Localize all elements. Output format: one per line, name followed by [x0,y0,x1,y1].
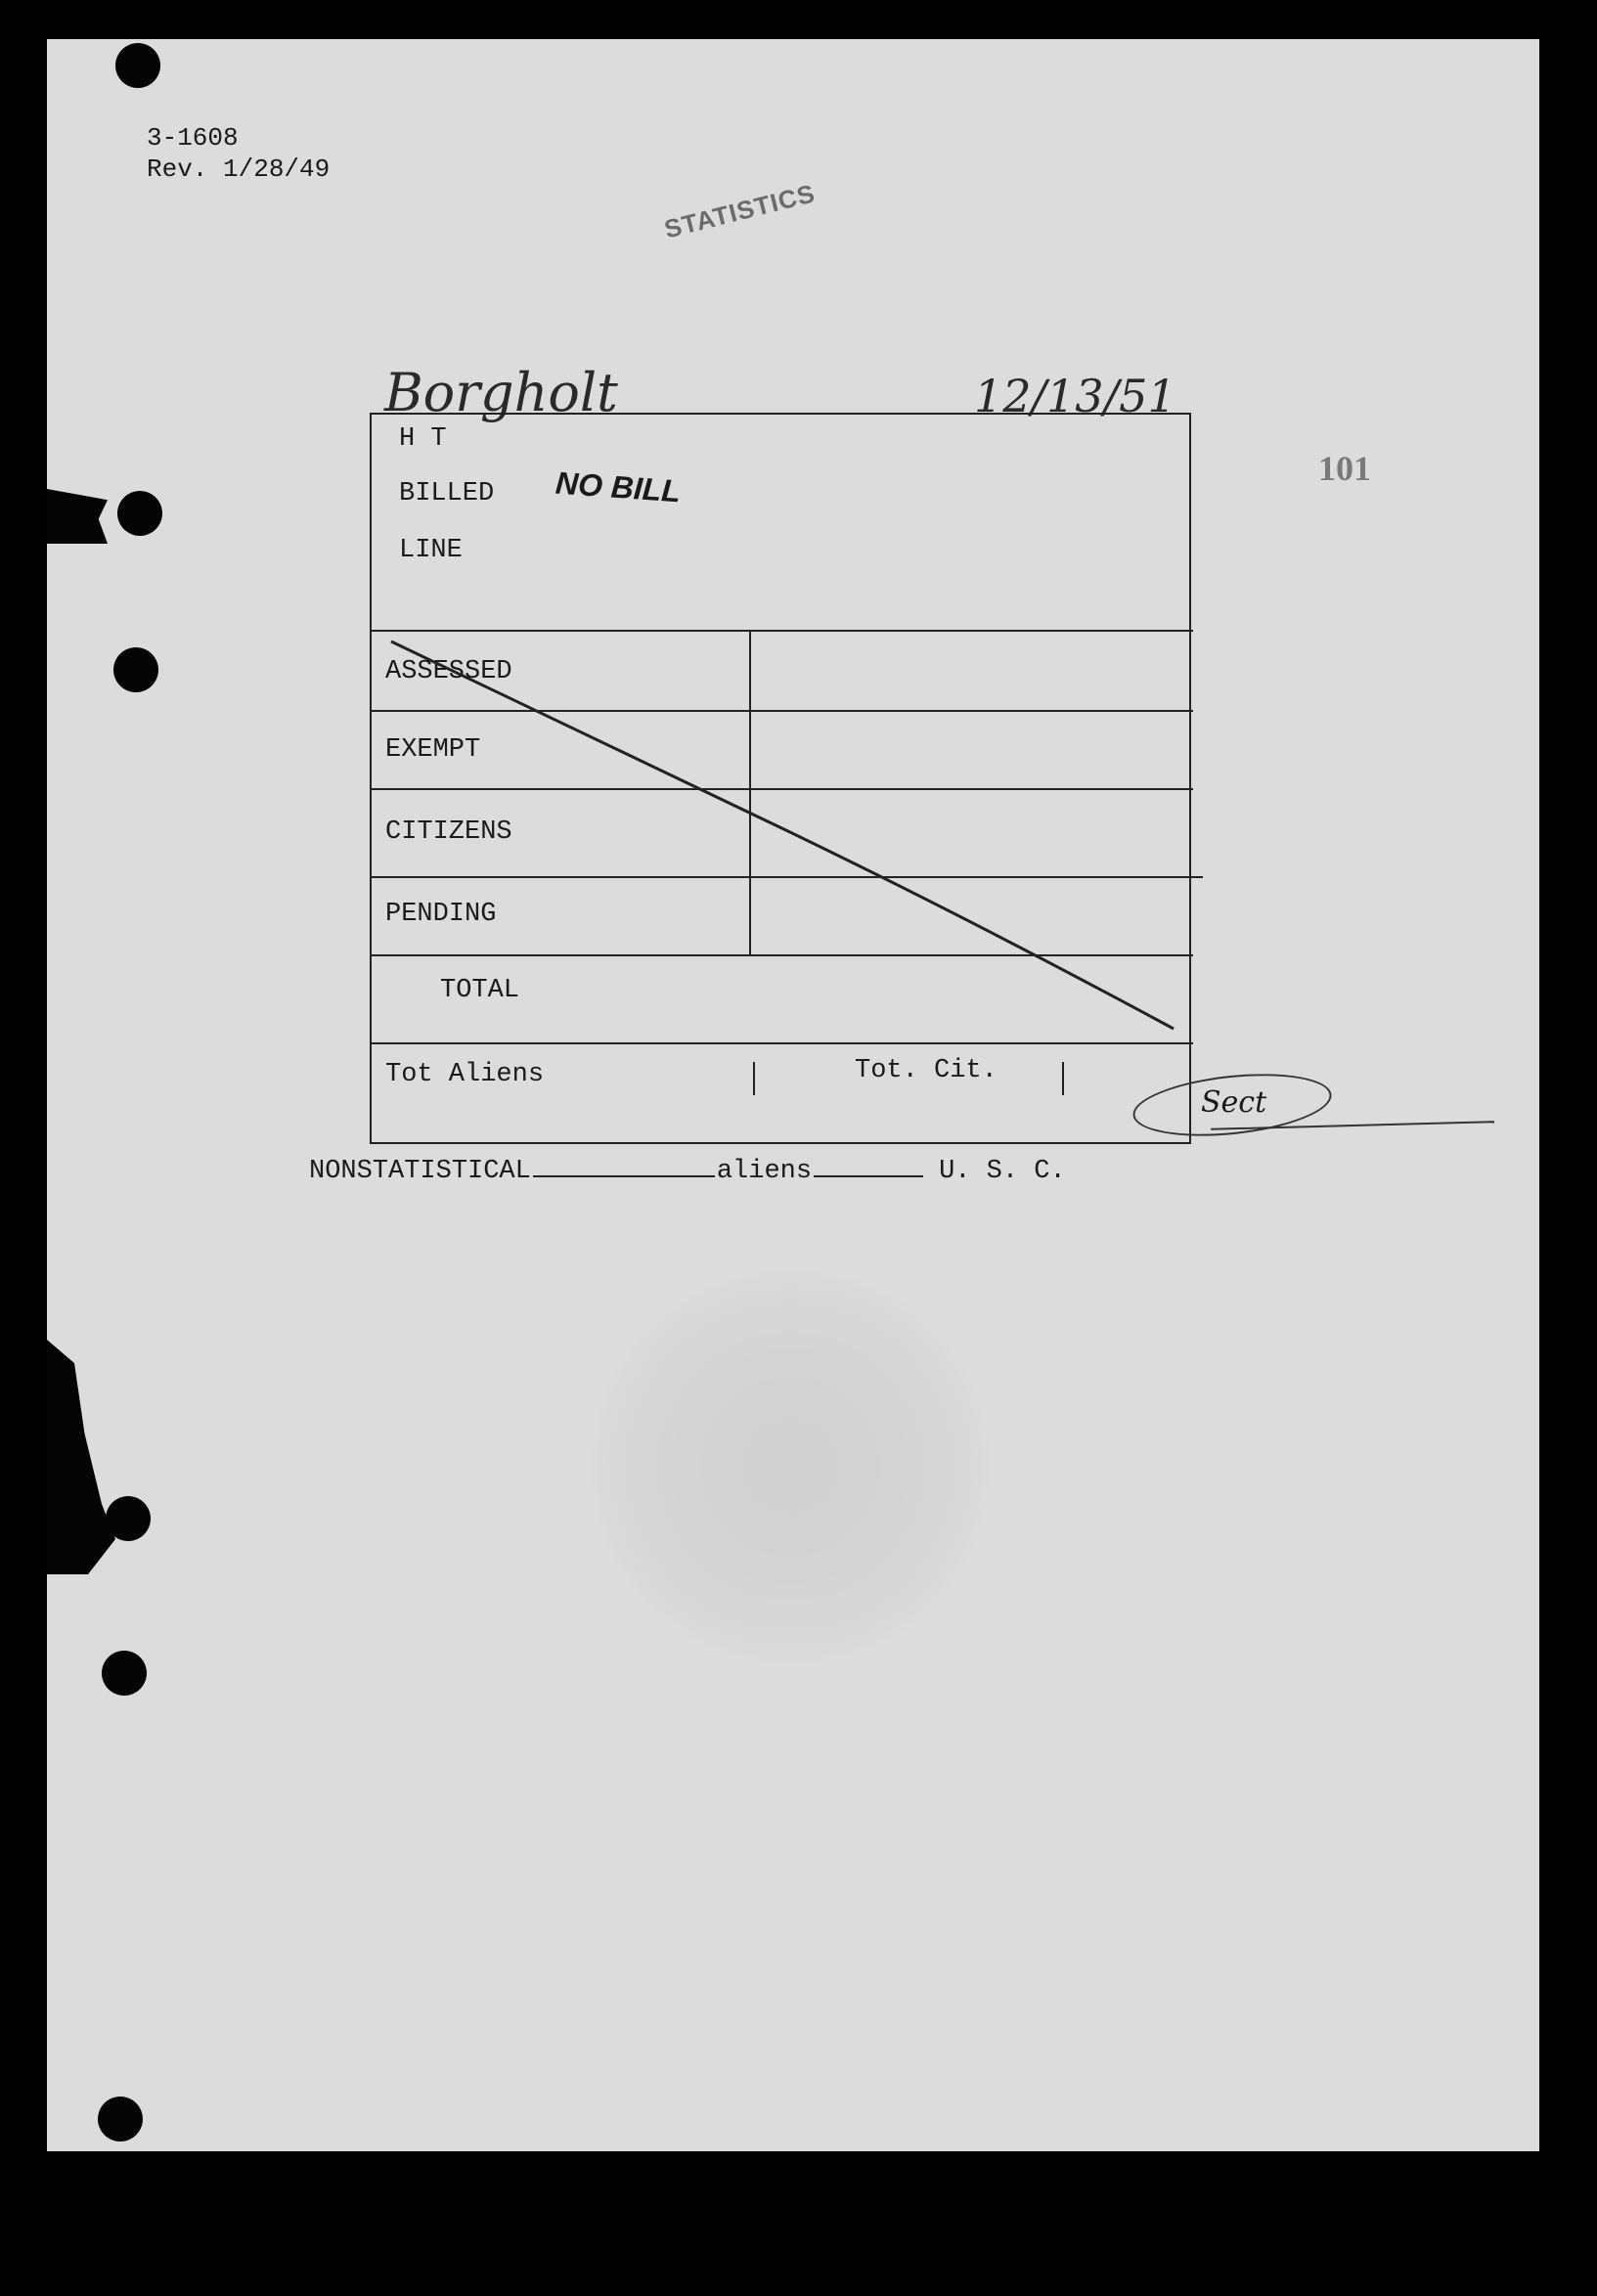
total-label: TOTAL [440,976,520,1005]
divider-line [372,876,1203,878]
pending-label: PENDING [385,900,497,929]
punch-hole [98,2097,143,2141]
handwritten-name: Borgholt [384,362,618,423]
short-divider [1062,1062,1064,1095]
nonstatistical-line [309,1154,1066,1186]
cancellation-strike [372,415,1193,1146]
usc-label: U. S. C. [939,1157,1066,1186]
nonstatistical-blank [533,1154,715,1177]
aliens-blank [814,1154,923,1177]
nonstatistical-label: NONSTATISTICAL [309,1157,531,1186]
punch-hole [117,491,162,536]
statistics-form-box [370,413,1191,1144]
aliens-label: aliens [716,1157,813,1186]
divider-line [372,788,1193,790]
statistics-stamp: STATISTICS [661,178,819,244]
punch-hole [113,647,158,692]
form-revision: Rev. 1/28/49 [147,155,331,184]
line-label: LINE [399,536,463,565]
divider-line [372,1042,1193,1044]
column-divider [749,632,751,954]
tot-cit-label: Tot. Cit. [855,1056,998,1085]
punch-hole [102,1651,147,1696]
citizens-label: CITIZENS [385,817,512,847]
no-bill-stamp: NO BILL [554,464,683,509]
document-page [47,39,1539,2151]
handwritten-date: 12/13/51 [974,370,1176,422]
ht-label: H T [399,424,447,454]
divider-line [372,954,1193,956]
stamped-number: 101 [1318,449,1371,488]
punch-hole [115,43,160,88]
short-divider [753,1062,755,1095]
billed-label: BILLED [399,479,495,508]
form-code [147,122,330,185]
torn-edge [47,489,108,544]
divider-line [372,630,1193,632]
torn-edge [47,1340,115,1574]
exempt-label: EXEMPT [385,735,481,765]
tot-aliens-label: Tot Aliens [385,1060,545,1089]
form-number: 3-1608 [147,123,239,153]
divider-line [372,710,1193,712]
embossed-seal [575,1271,1005,1662]
handwritten-initials: Sect [1201,1085,1267,1120]
assessed-label: ASSESSED [385,657,512,686]
